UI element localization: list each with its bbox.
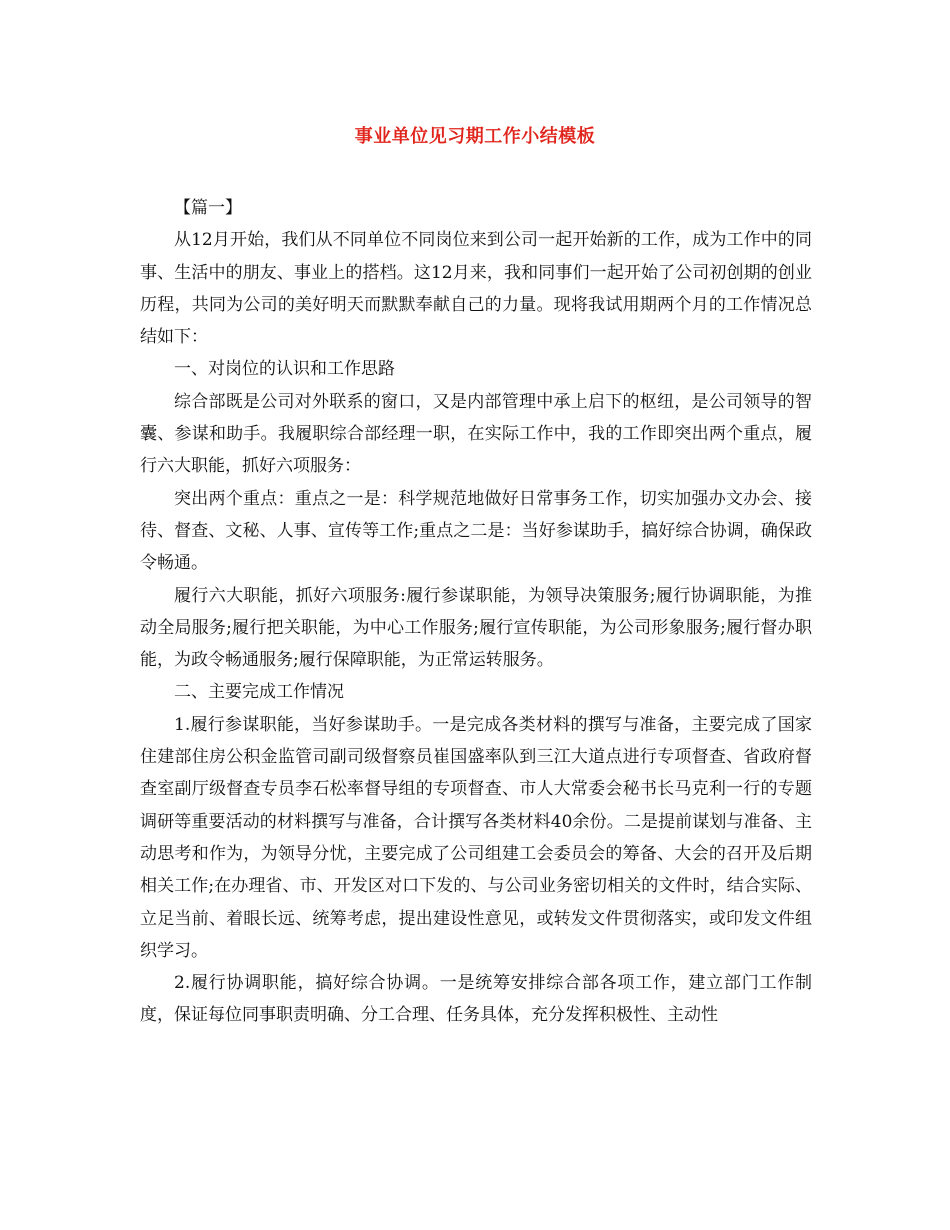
paragraph-intro: 从12月开始，我们从不同单位不同岗位来到公司一起开始新的工作，成为工作中的同事、生活中的朋友、事业上的搭档。这12月来，我和同事们一起开始了公司初创期的创业历程，共同为公司的美好明天而默默奉献自己的力量。现将我试用期两个月的工作情况总结如下： bbox=[140, 230, 812, 348]
section-heading-role-understanding: 一、对岗位的认识和工作思路 bbox=[174, 359, 395, 380]
paragraph-coordination-function: 2.履行协调职能，搞好综合协调。一是统筹安排综合部各项工作，建立部门工作制度，保证每位同事职责明确、分工合理、任务具体，充分发挥积极性、主动性 bbox=[140, 973, 812, 1026]
section-heading-part-one: 【篇一】 bbox=[174, 198, 242, 218]
paragraph-two-priorities: 突出两个重点：重点之一是：科学规范地做好日常事务工作，切实加强办文办会、接待、督查、文秘、人事、宣传等工作;重点之二是：当好参谋助手，搞好综合协调，确保政令畅通。 bbox=[140, 488, 812, 574]
document-body bbox=[140, 192, 812, 1032]
paragraph-six-functions: 履行六大职能，抓好六项服务:履行参谋职能，为领导决策服务;履行协调职能，为推动全局服务;履行把关职能，为中心工作服务;履行宣传职能，为公司形象服务;履行督办职能，为政令畅通服务;履行保障职能，为正常运转服务。 bbox=[140, 585, 812, 671]
document-title: 事业单位见习期工作小结模板 bbox=[354, 126, 596, 147]
section-heading-work-completed: 二、主要完成工作情况 bbox=[174, 682, 344, 703]
paragraph-advisory-function: 1.履行参谋职能，当好参谋助手。一是完成各类材料的撰写与准备，主要完成了国家住建部住房公积金监管司副司级督察员崔国盛率队到三江大道点进行专项督查、省政府督查室副厅级督查专员李石松率督导组的专项督查、市人大常委会秘书长马克利一行的专题调研等重要活动的材料撰写与准备，合计撰写各类材料40余份。二是提前谋划与准备、主动思考和作为，为领导分忧，主要完成了公司组建工会委员会的筹备、大会的召开及后期相关工作;在办理省、市、开发区对口下发的、与公司业务密切相关的文件时，结合实际、立足当前、着眼长远、统筹考虑，提出建设性意见，或转发文件贯彻落实，或印发文件组织学习。 bbox=[140, 714, 812, 961]
paragraph-department-role: 综合部既是公司对外联系的窗口，又是内部管理中承上启下的枢纽，是公司领导的智囊、参谋和助手。我履职综合部经理一职，在实际工作中，我的工作即突出两个重点，履行六大职能，抓好六项服务： bbox=[140, 391, 812, 477]
